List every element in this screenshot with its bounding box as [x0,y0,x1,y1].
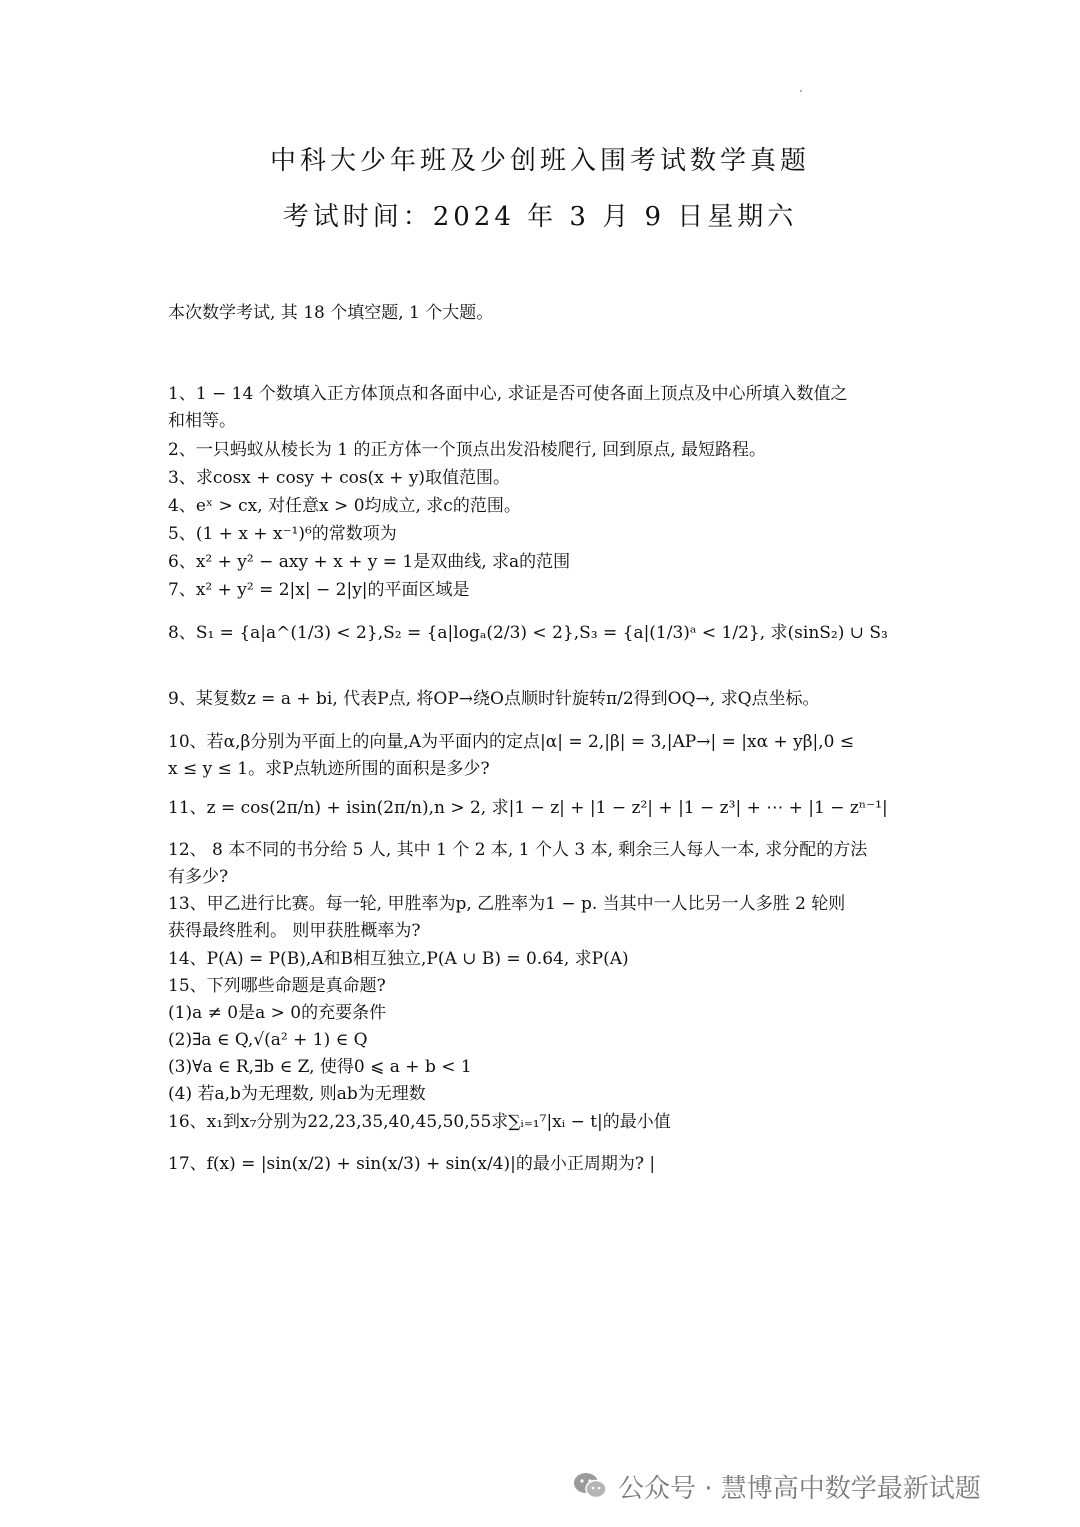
question-15: 15、下列哪些命题是真命题? [168,976,386,996]
question-11: 11、z = cos(2π/n) + isin(2π/n),n > 2, 求|1 − z| + |1 − z²| + |1 − z³| + ⋯ + |1 − zⁿ⁻¹| [168,798,888,818]
question-13: 13、甲乙进行比赛。每一轮, 甲胜率为p, 乙胜率为1 − p. 当其中一人比另一人多胜 2 轮则 获得最终胜利。 则甲获胜概率为? [168,894,846,941]
exam-date: 考试时间：2024 年 3 月 9 日星期六 [282,202,798,232]
question-15-option-3: (3)∀a ∈ R,∃b ∈ Z, 使得0 ⩽ a + b < 1 [168,1057,472,1077]
question-9: 9、某复数z = a + bi, 代表P点, 将OP→绕O点顺时针旋转π/2得到OQ→, 求Q点坐标。 [168,689,820,709]
question-2: 2、一只蚂蚁从棱长为 1 的正方体一个顶点出发沿棱爬行, 回到原点, 最短路程。 [168,440,767,460]
question-6: 6、x² + y² − axy + x + y = 1是双曲线, 求a的范围 [168,552,571,572]
watermark-text: 公众号 · 慧博高中数学最新试题 [618,1473,981,1504]
page-title: 中科大少年班及少创班入围考试数学真题 [269,146,810,176]
scan-speck [800,90,802,92]
question-7: 7、x² + y² = 2|x| − 2|y|的平面区域是 [168,580,470,600]
question-15-option-2: (2)∃a ∈ Q,√(a² + 1) ∈ Q [168,1030,368,1050]
question-1: 1、1 − 14 个数填入正方体顶点和各面中心, 求证是否可使各面上顶点及中心所填入数值之 和相等。 [168,384,848,431]
question-3: 3、求cosx + cosy + cos(x + y)取值范围。 [168,468,511,488]
question-15-option-4: (4) 若a,b为无理数, 则ab为无理数 [168,1084,426,1104]
question-5: 5、(1 + x + x⁻¹)⁶的常数项为 [168,524,397,544]
question-10: 10、若α,β分别为平面上的向量,A为平面内的定点|α| = 2,|β| = 3,|AP→| = |xα + yβ|,0 ≤ x ≤ y ≤ 1。求P点轨迹所围的面积是多少? [168,732,855,779]
question-17: 17、f(x) = |sin(x/2) + sin(x/3) + sin(x/4)|的最小正周期为? | [168,1154,656,1174]
watermark [572,1466,981,1506]
wechat-icon [572,1471,608,1501]
question-8: 8、S₁ = {a|a^(1/3) < 2},S₂ = {a|logₐ(2/3) < 2},S₃ = {a|(1/3)ᵃ < 1/2}, 求(sinS₂) ∪ S₃ [168,623,888,643]
question-4: 4、eˣ > cx, 对任意x > 0均成立, 求c的范围。 [168,496,521,516]
question-12: 12、 8 本不同的书分给 5 人, 其中 1 个 2 本, 1 个人 3 本, 剩余三人每人一本, 求分配的方法 有多少? [168,840,868,887]
question-16: 16、x₁到x₇分别为22,23,35,40,45,50,55求∑ᵢ₌₁⁷|xᵢ − t|的最小值 [168,1112,671,1132]
question-14: 14、P(A) = P(B),A和B相互独立,P(A ∪ B) = 0.64, 求P(A) [168,949,629,969]
intro-text: 本次数学考试, 其 18 个填空题, 1 个大题。 [168,303,494,323]
question-15-option-1: (1)a ≠ 0是a > 0的充要条件 [168,1003,387,1023]
